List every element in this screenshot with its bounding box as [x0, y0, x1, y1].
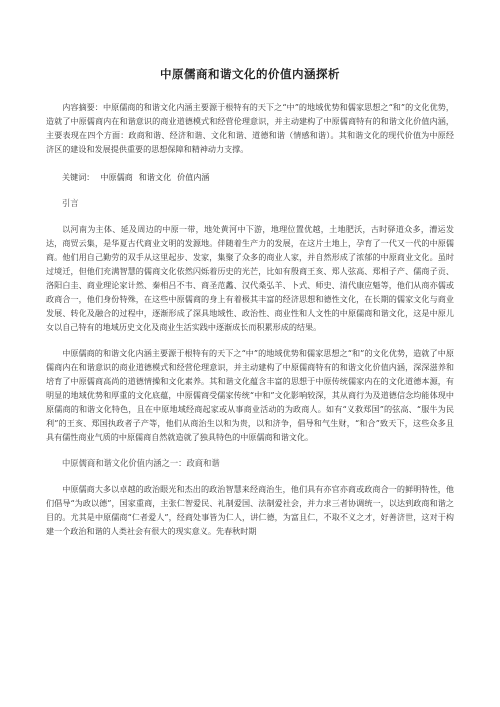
keywords-line	[46, 170, 454, 184]
keyword: 和谐文化	[138, 172, 172, 182]
spacer	[46, 210, 454, 222]
keyword: 价值内涵	[177, 172, 210, 182]
intro-heading: 引言	[62, 198, 79, 208]
spacer	[46, 334, 454, 346]
spacer	[46, 156, 454, 170]
abstract-paragraph: 内容摘要：中原儒商的和谐文化内涵主要源于根特有的天下之“中”的地域优势和儒家思想之“和”的文化优势，造就了中原儒商内在和谐意识的商业道德模式和经营伦理意识，并主动建构了中原儒商特有的和谐文化价值内涵，主要表现在四个方面：政商和谐、经济和谐、文化和谐、道德和谐（情感和谐）。其和谐文化的现代价值为中原经济区的建设和发展提供重要的思想保障和精神动力支撑。	[46, 102, 454, 154]
body-paragraph: 中原儒商大多以卓越的政治眼光和杰出的政治智慧来经商治生，他们具有亦官亦商或政商合一的鲜明特性，他们倡导“为政以德”，国家重商，主张仁智爱民、礼制爱国、法制爱社会，并力求三者协调统一，以达到政商和谐之目的。尤其是中原儒商“仁者爱人”，经商处事皆为仁人，讲仁德，为富且仁，不取不义之才，好善济世，这对于构建一个政治和谐的人类社会有很大的现实意义。先春秋时期	[46, 484, 454, 536]
keyword: 中原儒商	[100, 172, 133, 182]
keywords-label: 关键词：	[62, 172, 95, 182]
spacer	[46, 444, 454, 456]
spacer	[46, 184, 454, 196]
document-title: 中原儒商和谐文化的价值内涵探析	[160, 67, 340, 81]
body-paragraph: 以河南为主体、延及周边的中原一带，地处黄河中下游，地理位置优越，土地肥沃，古时驿道众多，漕运发达，商贸云集，是华夏古代商业文明的发源地。伴随着生产力的发展，在这片土地上，孕育了一代又一代的中原儒商。他们用自己勤劳的双手从这里起步、发家，集聚了众多的商业人家，并自然形成了浓郁的中原商业文化。虽时过境迁，但他们充满智慧的儒商文化依然闪烁着历史的光芒，比如有殷商王亥、郑人弦高、郑相子产、儒商子贡、洛阳白圭、商业理论家计然、秦相吕不韦、商圣范蠡、汉代桑弘羊、卜式、师史、清代康应魁等，他们从商亦儒或政商合一，他们身份特殊，在这些中原儒商的身上有着极其丰富的经济思想和德性文化，在长期的儒家文化与商业发展、转化及融合的过程中，逐渐形成了深具地域性、政治性、商业性和人文性的中原儒商和谐文化，这是中原儿女以自己特有的地域历史文化及商业生活实践中逐渐成长而积累形成的结果。	[46, 224, 454, 332]
body-paragraph: 中原儒商的和谐文化内涵主要源于根特有的天下之“中”的地域优势和儒家思想之“和”的文化优势，造就了中原儒商内在和谐意识的商业道德模式和经营伦理意识，并主动建构了中原儒商特有的和谐文化价值内涵，深深滋养和培育了中原儒商高尚的道德情操和文化素养。其和谐文化蕴含丰富的思想于中原传统儒家内在的文化道德本源，有明显的地域优势和厚重的文化底蕴，中原儒商受儒家传统“中和”文化影响较深，其从商行为及道德信念均能体现中原儒商的和谐文化特色，且在中原地域经商起家或从事商业活动的为政商人。如有“义救郑国”的弦高、“服牛为民利”的王亥、郑国执政者子产等，他们从商治生以和为贵，以和济争，倡导和气生财，“和合”致天下，这些众多且具有儒性商业气质的中原儒商自然就造就了独具特色的中原儒商和谐文化。	[46, 348, 454, 442]
section-heading: 中原儒商和谐文化价值内涵之一：政商和谐	[62, 458, 220, 468]
spacer	[46, 470, 454, 482]
